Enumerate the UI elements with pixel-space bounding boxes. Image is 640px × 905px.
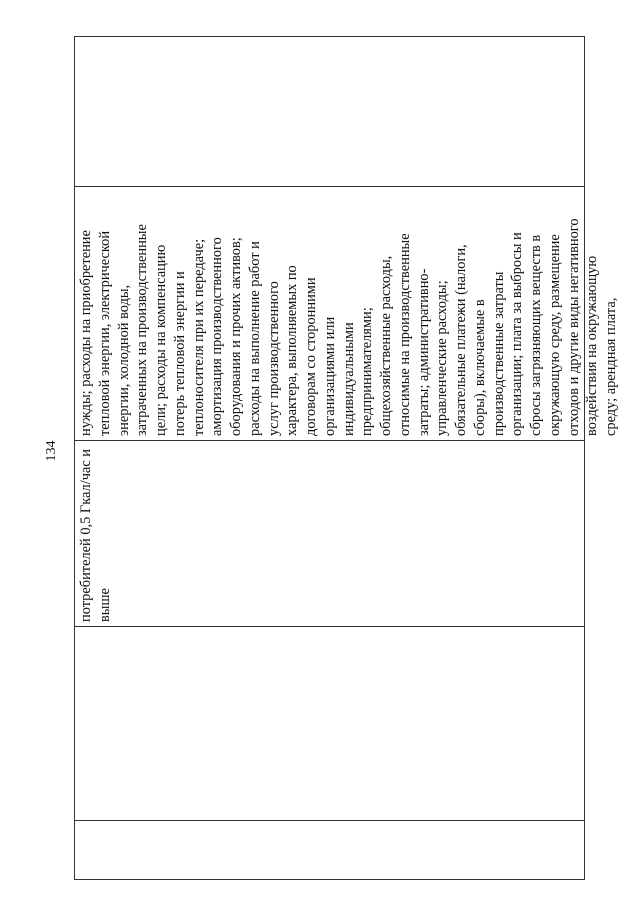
text-line: тепловой энергии, электрической (96, 230, 113, 436)
text-line: окружающую среду, размещение (546, 234, 563, 436)
text-line: отходов и другие виды негативного (565, 218, 582, 436)
text-line: нужды; расходы на приобретение (78, 230, 94, 436)
text-line: воздействия на окружающую (584, 255, 601, 436)
text-line: сбросы загрязняющих веществ в (528, 234, 544, 436)
text-line: управленческие расходы; (434, 280, 451, 436)
text-line: услуг производственного (265, 281, 282, 436)
text-line: амортизация производственного (209, 237, 226, 436)
text-line: обязательные платежи (налоги, (453, 244, 469, 436)
text-line: среду; арендная плата, (603, 297, 619, 436)
text-line: характера, выполняемых по (284, 265, 301, 436)
text-line: сборы), включаемые в (471, 299, 488, 436)
table-border-top (74, 36, 585, 37)
text-line: организациями или (321, 316, 338, 436)
table-border-left (74, 36, 75, 880)
text-line: расходы на выполнение работ и (246, 241, 263, 436)
text-line: производственные затраты (490, 271, 507, 436)
consumer-category-cell (77, 449, 115, 622)
table-divider (74, 186, 585, 187)
text-line: потерь тепловой энергии и (171, 271, 188, 436)
text-line: договорам со сторонними (303, 277, 319, 436)
text-line: затраченных на производственные (134, 224, 151, 436)
page-number: 134 (44, 440, 59, 462)
text-line: потребителей 0,5 Гкал/час и (78, 448, 94, 622)
text-line: затраты; административно- (415, 268, 432, 436)
table-divider (74, 440, 585, 441)
text-line: энергии, холодной воды, (115, 284, 132, 436)
table-border-right (584, 36, 585, 880)
text-line: выше (96, 588, 113, 622)
text-line: относимые на производственные (396, 233, 413, 436)
text-line: общехозяйственные расходы, (378, 255, 394, 436)
text-line: теплоносителя при их передаче; (190, 238, 207, 436)
text-line: цели; расходы на компенсацию (153, 244, 169, 436)
document-table (74, 36, 619, 880)
table-border-bottom (74, 879, 585, 880)
table-divider (74, 820, 585, 821)
text-line: организации; плата за выбросы и (509, 232, 526, 436)
text-line: предпринимателями; (359, 307, 376, 436)
text-line: индивидуальными (340, 322, 357, 436)
cost-items-cell (77, 218, 621, 436)
table-divider (74, 626, 585, 627)
text-line: оборудования и прочих активов; (228, 237, 244, 436)
